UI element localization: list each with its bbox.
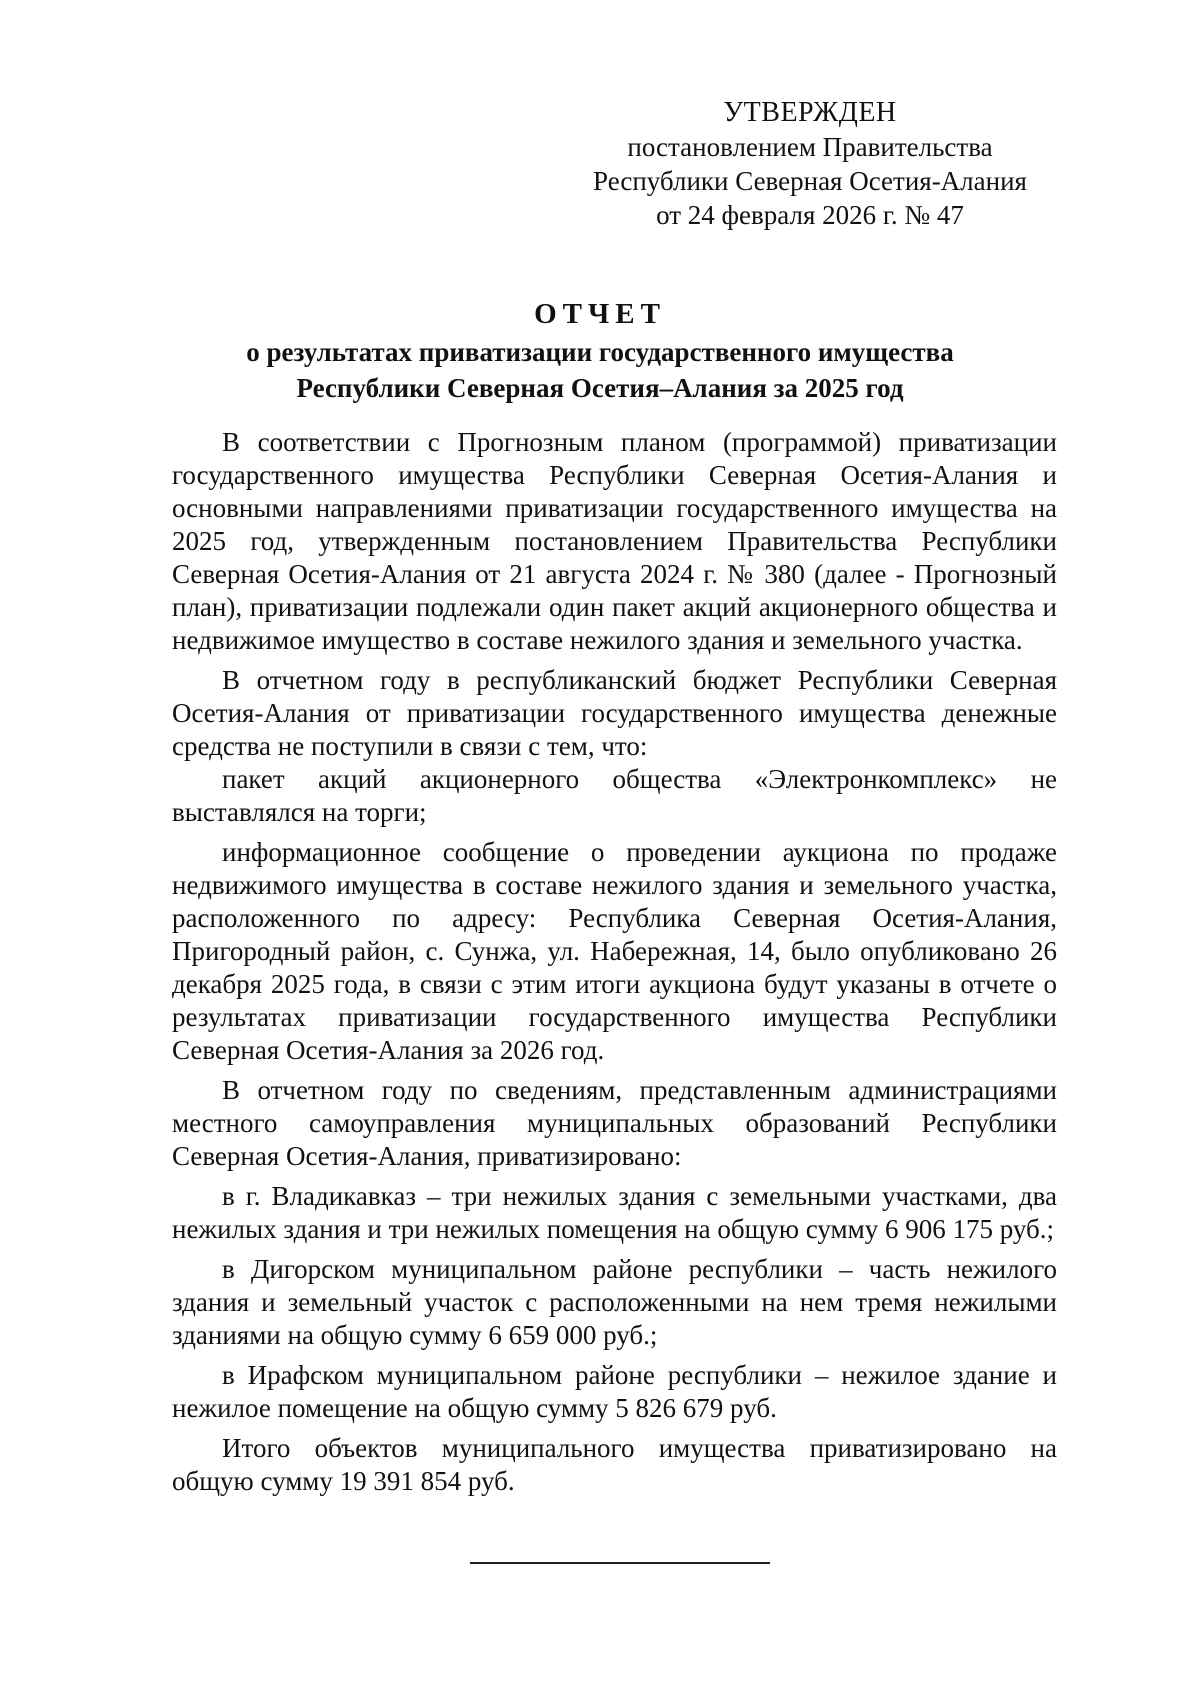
report-subtitle	[150, 334, 1050, 406]
report-body	[172, 426, 1057, 1498]
paragraph: Итого объектов муниципального имущества приватизировано на общую сумму 19 391 854 руб.	[172, 1433, 1057, 1496]
report-subtitle-line-2: Республики Северная Осетия–Алания за 2025 год	[296, 373, 904, 403]
approval-line-1: постановлением Правительства	[627, 132, 993, 162]
paragraph: пакет акций акционерного общества «Электронкомплекс» не выставлялся на торги;	[172, 764, 1057, 827]
report-subtitle-line-1: о результатах приватизации государственного имущества	[246, 337, 954, 367]
paragraph: В отчетном году по сведениям, представленным администрациями местного самоуправления муниципальных образований Республики Северная Осетия-Алания, приватизировано:	[172, 1075, 1057, 1171]
paragraph: В отчетном году в республиканский бюджет Республики Северная Осетия-Алания от приватизации государственного имущества денежные средства не поступили в связи с тем, что:	[172, 665, 1057, 761]
report-title: ОТЧЕТ	[534, 298, 666, 330]
approval-line-2: Республики Северная Осетия-Алания	[593, 166, 1027, 196]
paragraph: информационное сообщение о проведении аукциона по продаже недвижимого имущества в составе нежилого здания и земельного участка, расположенного по адресу: Республика Северная Осетия-Алания, Пригородный район, с. Сунжа, ул. Набережная, 14, было опубликовано 26 декабря 2025 года, в связи с этим итоги аукциона будут указаны в отчете о результатах приватизации государственного имущества Республики Северная Осетия-Алания за 2026 год.	[172, 837, 1057, 1065]
approval-line-3: от 24 февраля 2026 г. № 47	[656, 200, 964, 230]
paragraph: в г. Владикавказ – три нежилых здания с земельными участками, два нежилых здания и три нежилых помещения на общую сумму 6 906 175 руб.;	[172, 1181, 1057, 1244]
paragraph: В соответствии с Прогнозным планом (программой) приватизации государственного имущества Республики Северная Осетия-Алания и основными направлениями приватизации государственного имущества на 2025 год, утвержденным постановлением Правительства Республики Северная Осетия-Алания от 21 августа 2024 г. № 380 (далее - Прогнозный план), приватизации подлежали один пакет акций акционерного общества и недвижимое имущество в составе нежилого здания и земельного участка.	[172, 427, 1057, 655]
paragraph: в Ирафском муниципальном районе республики – нежилое здание и нежилое помещение на общую сумму 5 826 679 руб.	[172, 1360, 1057, 1423]
approval-title: УТВЕРЖДЕН	[723, 97, 897, 128]
approval-stamp	[580, 96, 1040, 232]
end-separator-line	[470, 1562, 770, 1564]
paragraph: в Дигорском муниципальном районе республики – часть нежилого здания и земельный участок с расположенными на нем тремя нежилыми зданиями на общую сумму 6 659 000 руб.;	[172, 1254, 1057, 1350]
